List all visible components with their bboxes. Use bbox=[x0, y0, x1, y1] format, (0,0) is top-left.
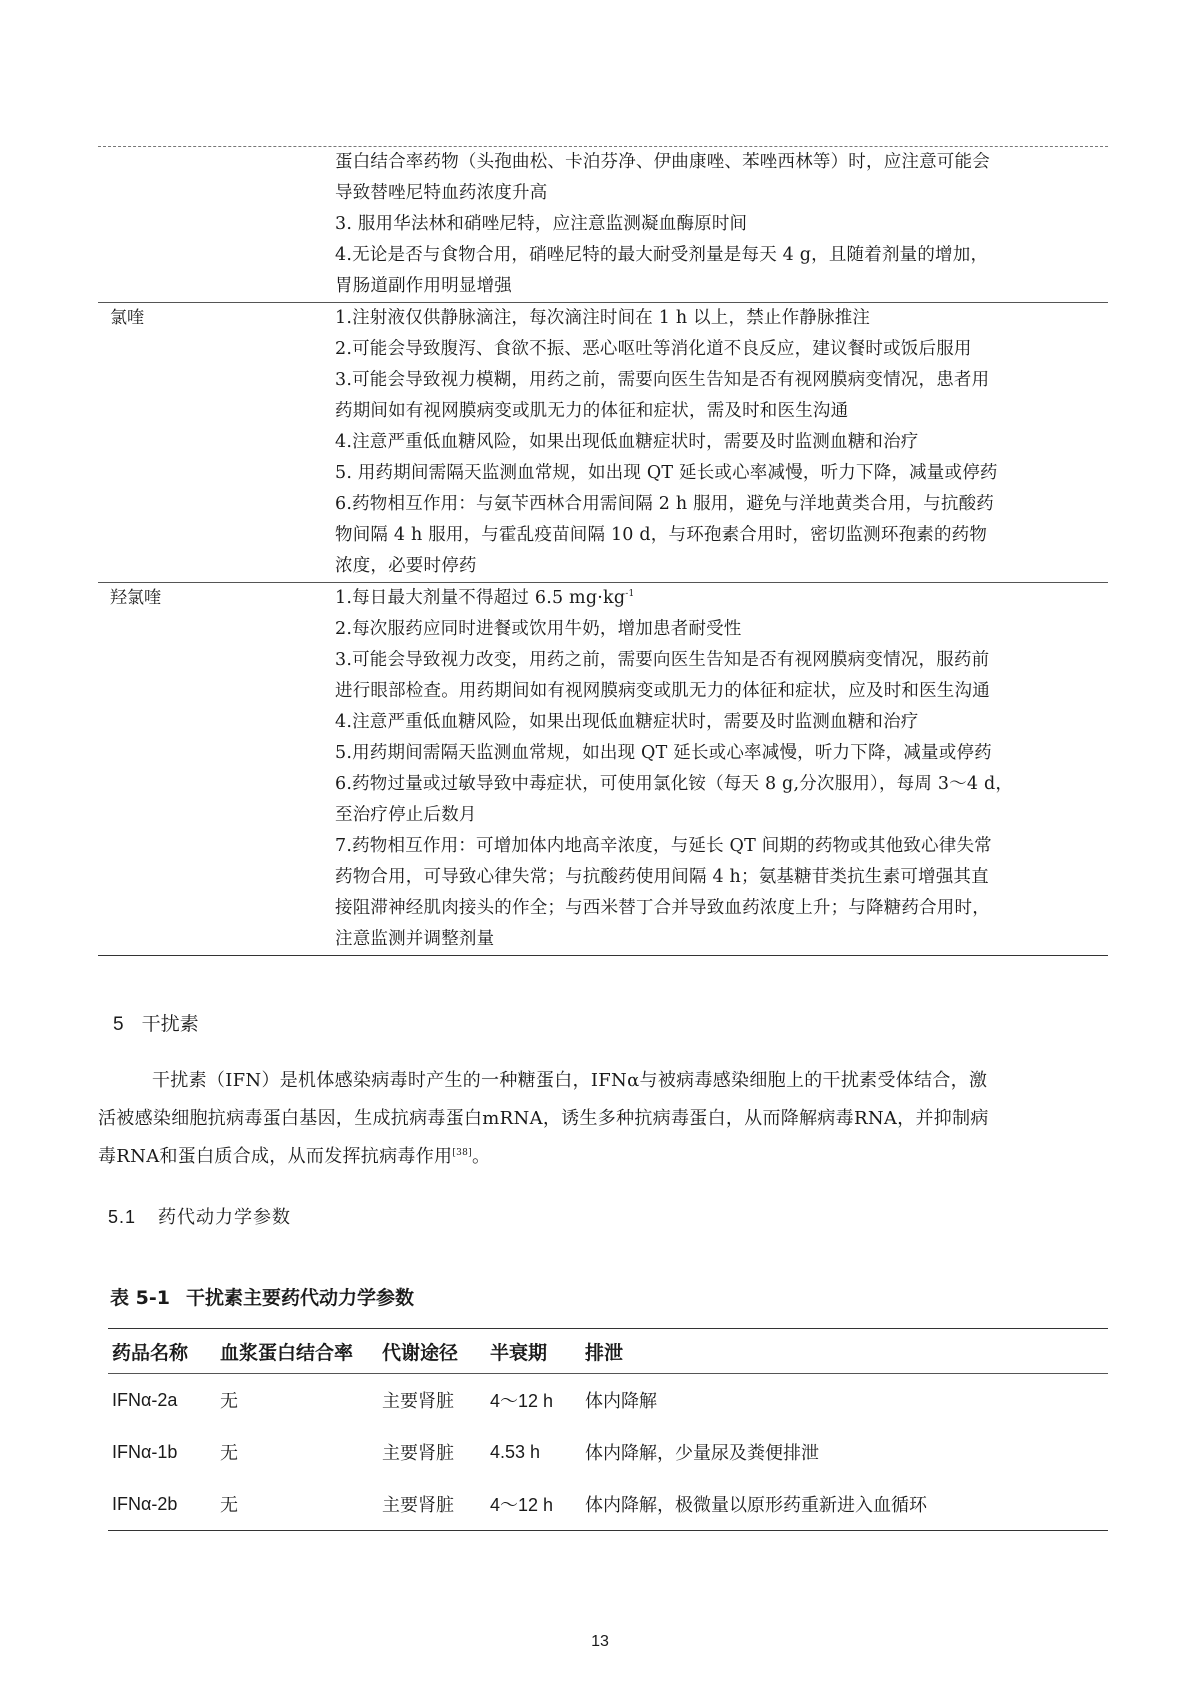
table-cell: 无 bbox=[220, 1443, 238, 1464]
note-line: 3.可能会导致视力模糊，用药之前，需要向医生告知是否有视网膜病变情况，患者用 bbox=[335, 370, 990, 390]
table-row bbox=[108, 1426, 1108, 1478]
note-line: 药期间如有视网膜病变或肌无力的体征和症状，需及时和医生沟通 bbox=[335, 401, 849, 421]
subsection-number: 5.1 bbox=[108, 1207, 137, 1227]
note-line: 药物合用，可导致心律失常；与抗酸药使用间隔 4 h；氨基糖苷类抗生素可增强其直 bbox=[335, 867, 989, 887]
drug-notes-cell bbox=[335, 147, 1108, 302]
page-number: 13 bbox=[591, 1633, 609, 1650]
note-line: 物间隔 4 h 服用，与霍乱疫苗间隔 10 d，与环孢素合用时，密切监测环孢素的药物 bbox=[335, 525, 988, 545]
note-line: 5.用药期间需隔天监测血常规，如出现 QT 延长或心率减慢，听力下降，减量或停药 bbox=[335, 743, 992, 763]
table-cell: 体内降解，少量尿及粪便排泄 bbox=[585, 1443, 819, 1464]
table-cell: 4.53 h bbox=[490, 1441, 541, 1462]
note-text: 1.每日最大剂量不得超过 6.5 mg·kg bbox=[335, 588, 626, 608]
drug-name-cell: 羟氯喹 bbox=[110, 588, 161, 608]
paragraph-line: 干扰素（IFN）是机体感染病毒时产生的一种糖蛋白，IFNα与被病毒感染细胞上的干扰素受体结合，激 bbox=[152, 1070, 988, 1091]
table-row bbox=[108, 1374, 1108, 1427]
subsection-title: 药代动力学参数 bbox=[158, 1207, 292, 1227]
table-cell: 4～12 h bbox=[486, 1478, 581, 1531]
drug-notes-table bbox=[98, 146, 1108, 956]
note-line: 蛋白结合率药物（头孢曲松、卡泊芬净、伊曲康唑、苯唑西林等）时，应注意可能会 bbox=[335, 152, 990, 172]
note-line: 4.注意严重低血糖风险，如果出现低血糖症状时，需要及时监测血糖和治疗 bbox=[335, 432, 919, 452]
paragraph-line bbox=[98, 1138, 1108, 1176]
column-header: 血浆蛋白结合率 bbox=[216, 1329, 378, 1374]
table-cell: 主要肾脏 bbox=[378, 1478, 486, 1531]
table-caption-title: 干扰素主要药代动力学参数 bbox=[185, 1287, 414, 1309]
pharmacokinetics-table bbox=[108, 1328, 1108, 1531]
table-row bbox=[108, 1478, 1108, 1531]
note-line: 4.注意严重低血糖风险，如果出现低血糖症状时，需要及时监测血糖和治疗 bbox=[335, 712, 919, 732]
table-row bbox=[98, 582, 1108, 955]
column-header: 药品名称 bbox=[108, 1329, 216, 1374]
table-cell: 主要肾脏 bbox=[382, 1391, 454, 1412]
table-header-row bbox=[108, 1329, 1108, 1374]
section-title: 干扰素 bbox=[141, 1014, 199, 1035]
note-line: 导致替唑尼特血药浓度升高 bbox=[335, 183, 548, 203]
table-cell: 无 bbox=[220, 1391, 238, 1412]
table-cell: 体内降解，极微量以原形药重新进入血循环 bbox=[581, 1478, 1108, 1531]
column-header: 排泄 bbox=[581, 1329, 1108, 1374]
table-cell: 4～12 h bbox=[490, 1391, 554, 1411]
table-row bbox=[98, 302, 1108, 582]
note-line: 2.每次服药应同时进餐或饮用牛奶，增加患者耐受性 bbox=[335, 619, 742, 639]
drug-name-cell: 氯喹 bbox=[110, 308, 144, 328]
note-line: 进行眼部检查。用药期间如有视网膜病变或肌无力的体征和症状，应及时和医生沟通 bbox=[335, 681, 990, 701]
paragraph-text: 毒RNA和蛋白质合成，从而发挥抗病毒作用 bbox=[98, 1146, 453, 1167]
drug-notes-cell bbox=[335, 303, 1108, 582]
note-line bbox=[335, 583, 1104, 614]
note-line: 6.药物相互作用：与氨苄西林合用需间隔 2 h 服用，避免与洋地黄类合用，与抗酸药 bbox=[335, 494, 994, 514]
note-line: 4.无论是否与食物合用，硝唑尼特的最大耐受剂量是每天 4 g，且随着剂量的增加， bbox=[335, 245, 989, 265]
superscript: -1 bbox=[625, 589, 635, 600]
note-line: 接阻滞神经肌肉接头的作全；与西米替丁合并导致血药浓度上升；与降糖药合用时， bbox=[335, 898, 990, 918]
table-cell: IFNα-2b bbox=[108, 1478, 216, 1531]
table-caption-number: 表 5-1 bbox=[110, 1287, 170, 1309]
section-heading bbox=[113, 1009, 199, 1036]
column-header: 代谢途径 bbox=[378, 1329, 486, 1374]
table-row bbox=[98, 147, 1108, 302]
table-caption bbox=[110, 1283, 414, 1310]
note-line: 3. 服用华法林和硝唑尼特，应注意监测凝血酶原时间 bbox=[335, 214, 748, 234]
note-line: 至治疗停止后数月 bbox=[335, 805, 477, 825]
column-header: 半衰期 bbox=[486, 1329, 581, 1374]
section-number: 5 bbox=[113, 1014, 124, 1035]
drug-notes-cell bbox=[335, 583, 1108, 955]
note-line: 2.可能会导致腹泻、食欲不振、恶心呕吐等消化道不良反应，建议餐时或饭后服用 bbox=[335, 339, 972, 359]
drug-name-cell bbox=[98, 147, 335, 302]
note-line: 3.可能会导致视力改变，用药之前，需要向医生告知是否有视网膜病变情况，服药前 bbox=[335, 650, 990, 670]
paragraph-line: 活被感染细胞抗病毒蛋白基因，生成抗病毒蛋白mRNA，诱生多种抗病毒蛋白，从而降解病毒RNA，并抑制病 bbox=[98, 1108, 989, 1129]
subsection-heading bbox=[108, 1203, 291, 1229]
note-line: 胃肠道副作用明显增强 bbox=[335, 276, 512, 296]
note-line: 7.药物相互作用：可增加体内地高辛浓度，与延长 QT 间期的药物或其他致心律失常 bbox=[335, 836, 992, 856]
note-line: 6.药物过量或过敏导致中毒症状，可使用氯化铵（每天 8 g,分次服用），每周 3～4 d， bbox=[335, 774, 1014, 794]
note-line: 5. 用药期间需隔天监测血常规，如出现 QT 延长或心率减慢，听力下降，减量或停药 bbox=[335, 463, 998, 483]
note-line: 1.注射液仅供静脉滴注，每次滴注时间在 1 h 以上，禁止作静脉推注 bbox=[335, 308, 871, 328]
table-cell: 主要肾脏 bbox=[382, 1443, 454, 1464]
table-cell: IFNα-2a bbox=[112, 1389, 178, 1410]
table-cell: 无 bbox=[216, 1478, 378, 1531]
paragraph-end: 。 bbox=[472, 1146, 491, 1167]
body-paragraph bbox=[98, 1062, 1108, 1176]
table-cell: IFNα-1b bbox=[112, 1441, 178, 1462]
note-line: 浓度，必要时停药 bbox=[335, 556, 477, 576]
table-cell: 体内降解 bbox=[585, 1391, 657, 1412]
note-line: 注意监测并调整剂量 bbox=[335, 929, 495, 949]
citation: [38] bbox=[452, 1148, 472, 1158]
